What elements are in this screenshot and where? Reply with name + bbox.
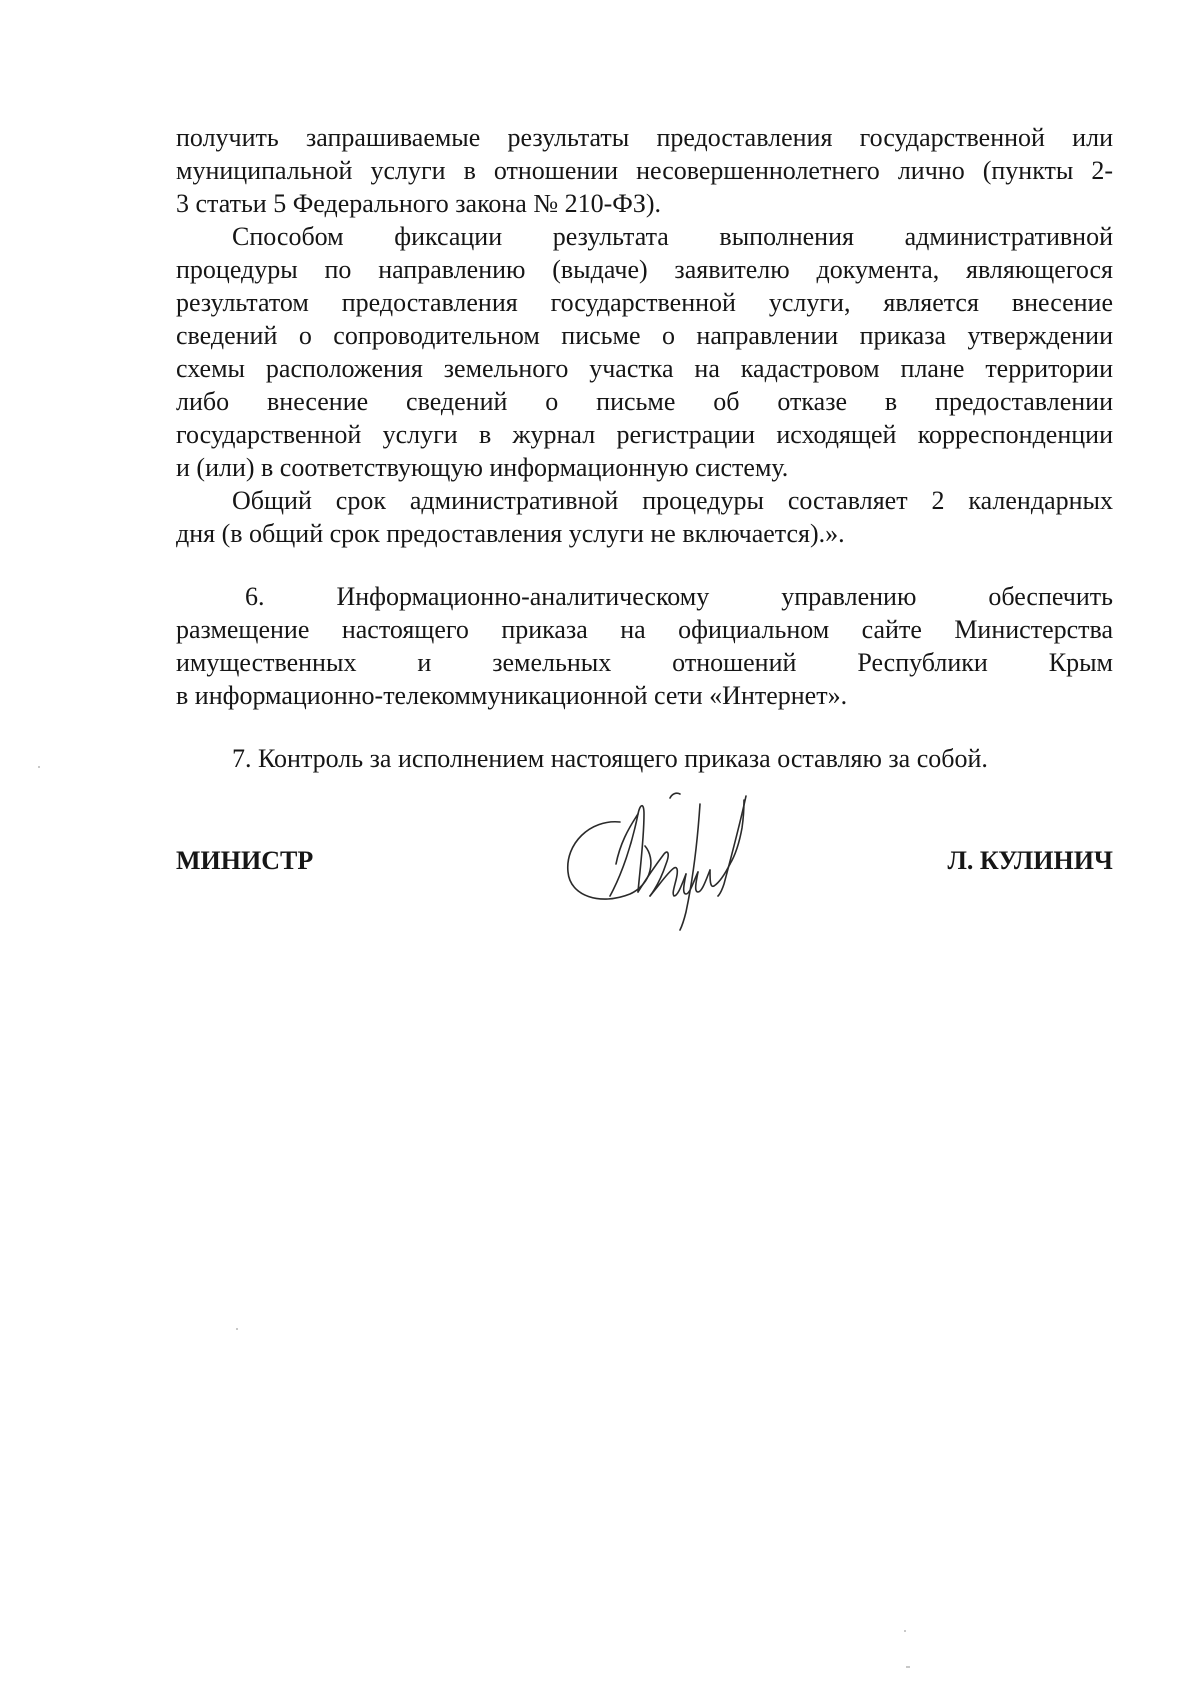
text-line: 3 статьи 5 Федерального закона № 210-ФЗ). [176, 189, 662, 218]
text-line: государственной услуги в журнал регистрации исходящей корреспонденции [176, 420, 1113, 449]
signatory-title: МИНИСТР [176, 846, 314, 875]
text-line: и (или) в соответствующую информационную систему. [176, 453, 789, 482]
text-line: дня (в общий срок предоставления услуги не включается).». [176, 519, 845, 548]
paragraph-term [176, 484, 1113, 550]
item-7: 7. Контроль за исполнением настоящего приказа оставляю за собой. [232, 744, 988, 773]
scan-speck [38, 766, 40, 768]
text-line: схемы расположения земельного участка на кадастровом плане территории [176, 354, 1113, 383]
text-line: Общий срок административной процедуры составляет 2 календарных [232, 486, 1113, 515]
text-line: размещение настоящего приказа на официальном сайте Министерства [176, 615, 1113, 644]
text-line: процедуры по направлению (выдаче) заявителю документа, являющегося [176, 255, 1113, 284]
text-line: Способом фиксации результата выполнения административной [232, 222, 1113, 251]
text-line: в информационно-телекоммуникационной сети «Интернет». [176, 681, 848, 710]
paragraph-fixation [176, 220, 1113, 484]
text-line: результатом предоставления государственной услуги, является внесение [176, 288, 1113, 317]
text-line: муниципальной услуги в отношении несовершеннолетнего лично (пункты 2- [176, 156, 1113, 185]
text-line: получить запрашиваемые результаты предоставления государственной или [176, 123, 1113, 152]
paragraph-continuation [176, 121, 1113, 220]
text-line: имущественных и земельных отношений Республики Крым [176, 648, 1113, 677]
scan-speck [906, 1666, 910, 1668]
scan-speck [236, 1328, 238, 1330]
handwritten-signature-icon [560, 784, 800, 934]
scan-speck [904, 1630, 906, 1632]
text-line: либо внесение сведений о письме об отказе в предоставлении [176, 387, 1113, 416]
item-6 [176, 580, 1113, 712]
text-line: сведений о сопроводительном письме о направлении приказа утверждении [176, 321, 1113, 350]
text-line: 6. Информационно-аналитическому управлению обеспечить [245, 582, 1113, 611]
signatory-name: Л. КУЛИНИЧ [947, 846, 1113, 875]
